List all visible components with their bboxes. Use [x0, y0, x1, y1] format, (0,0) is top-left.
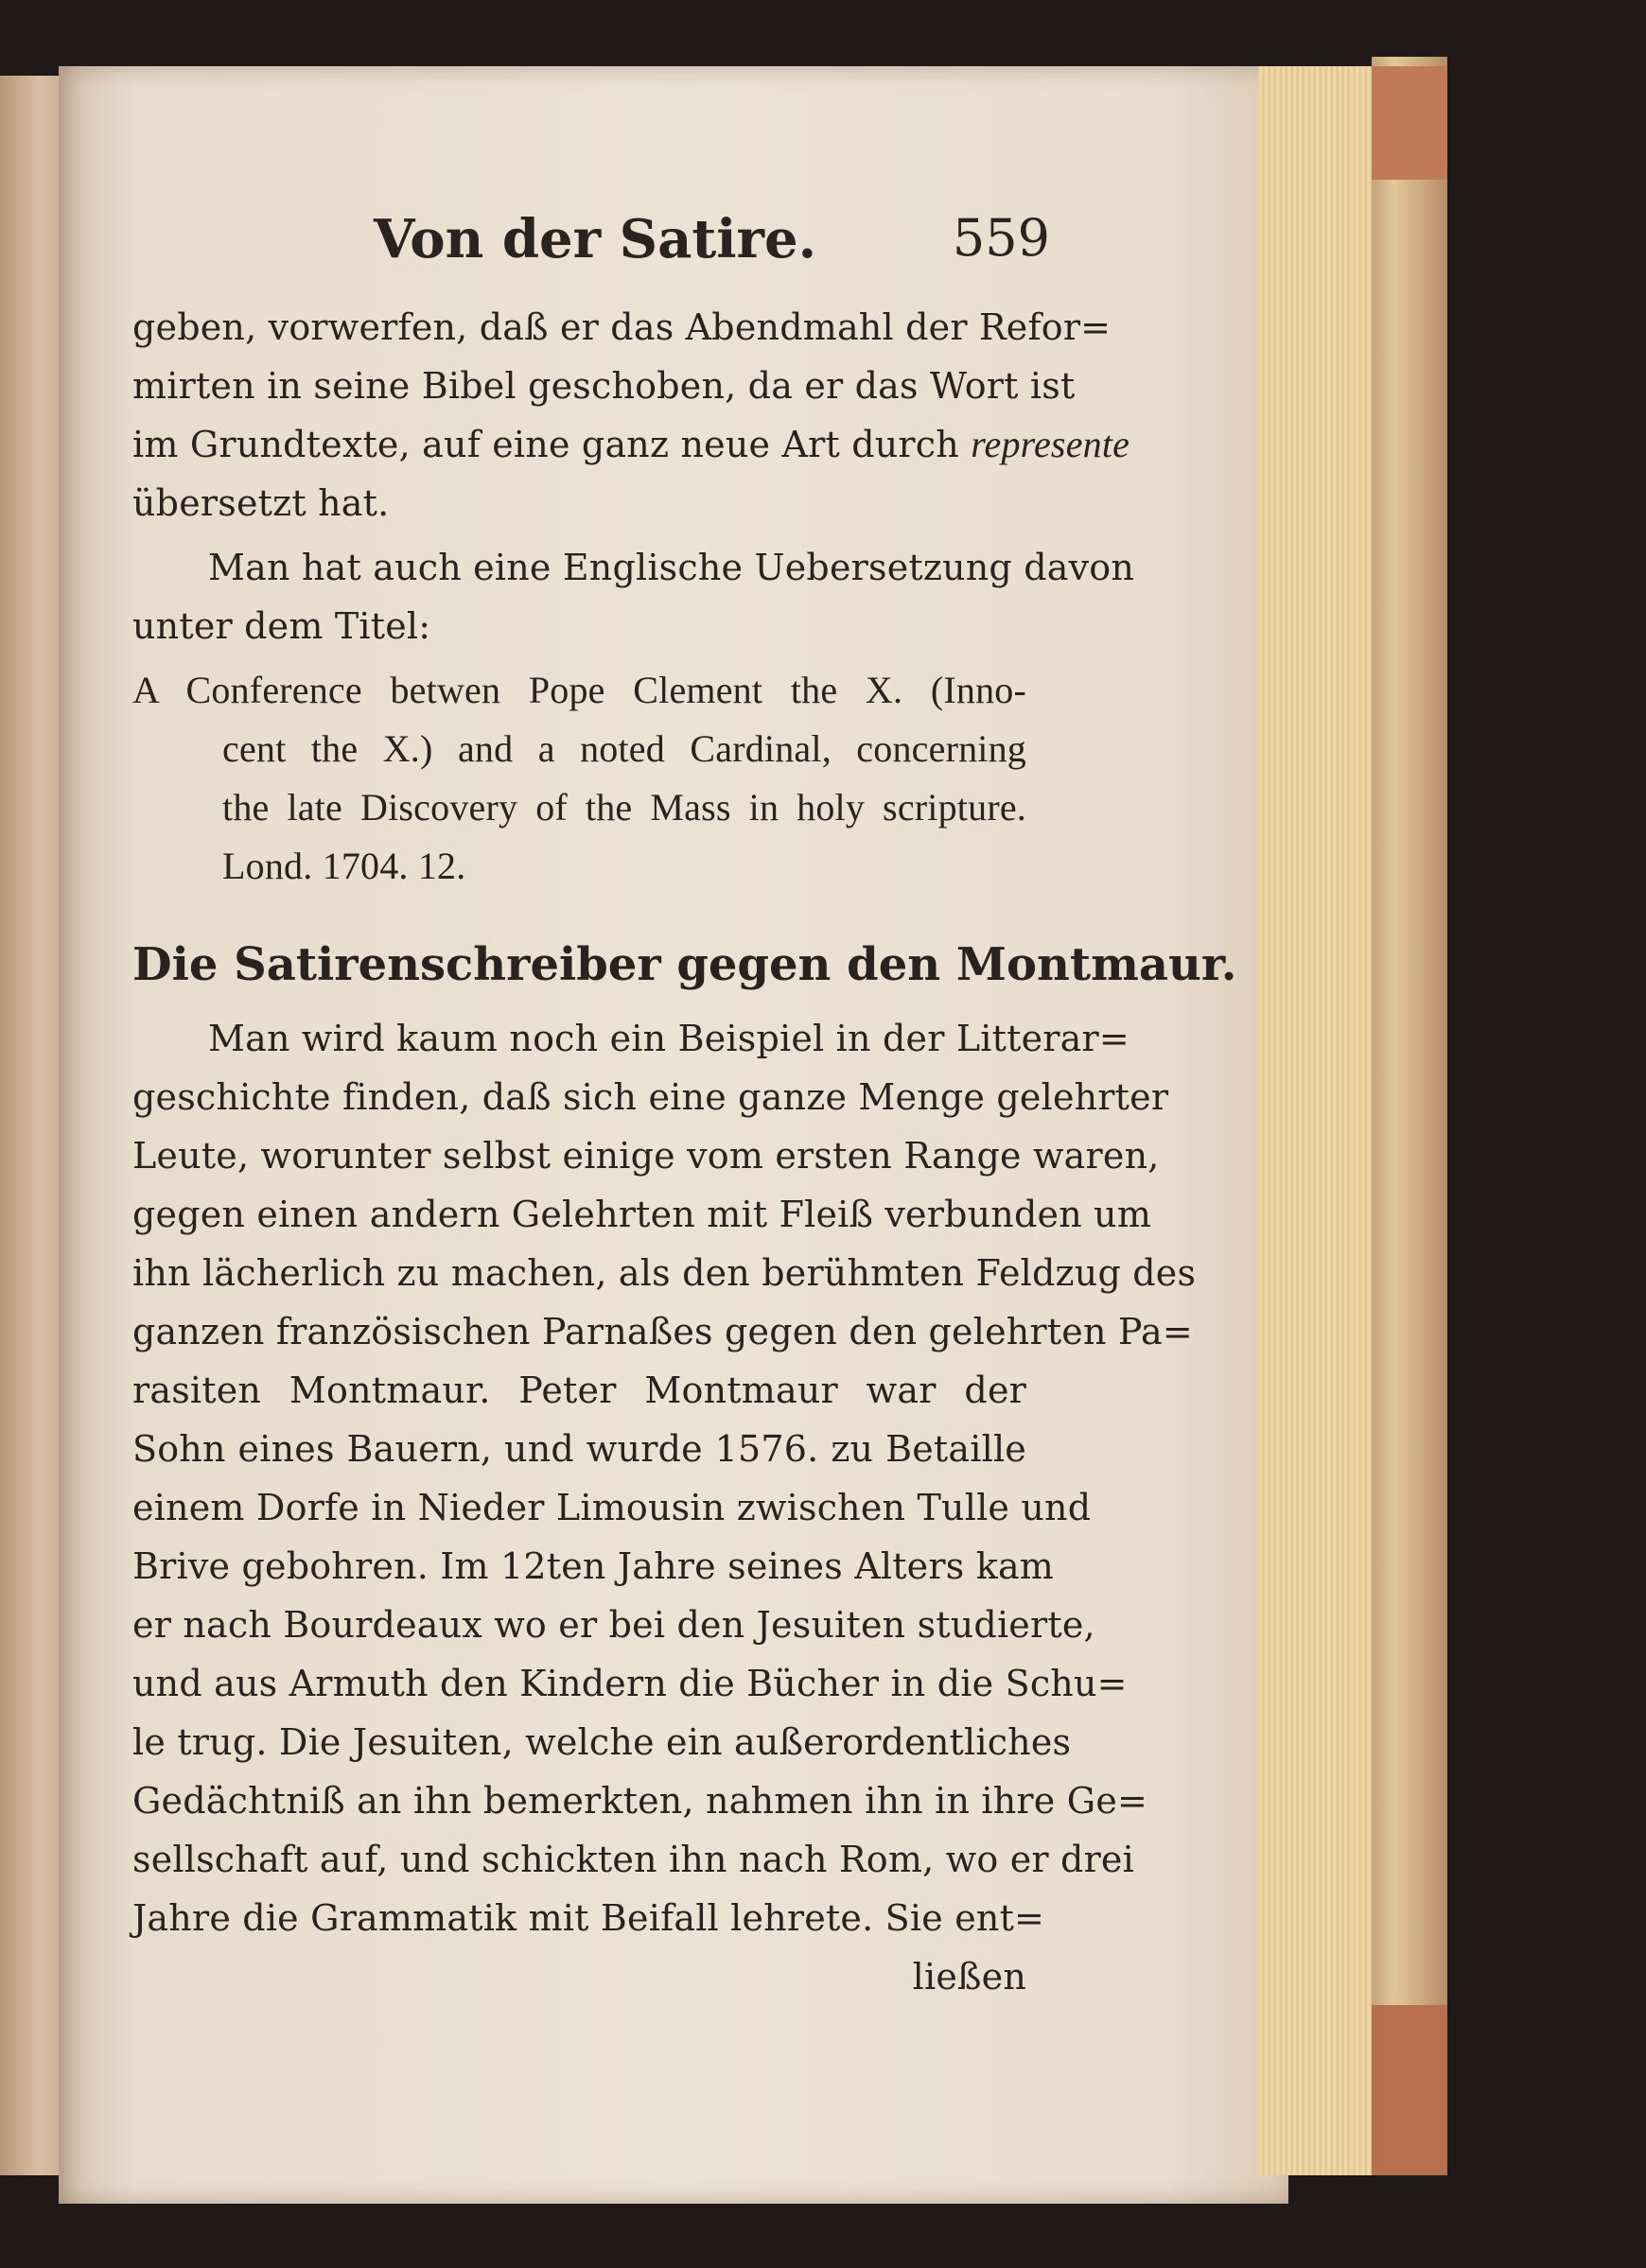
- paragraph-3: [132, 1009, 1197, 2006]
- text-line: geschichte finden, daß sich eine ganze Menge gelehrter: [132, 1076, 1169, 1118]
- catchword: ließen: [912, 1956, 1026, 1998]
- text-line: Jahre die Grammatik mit Beifall lehrete. Sie ent=: [132, 1897, 1045, 1939]
- text-line: Man wird kaum noch ein Beispiel in der Litterar=: [208, 1018, 1129, 1059]
- text-line: und aus Armuth den Kindern die Bücher in die Schu=: [132, 1663, 1128, 1704]
- text-line: mirten in seine Bibel geschoben, da er das Wort ist: [132, 365, 1076, 407]
- citation-line: Lond. 1704. 12.: [222, 845, 466, 887]
- paragraph-1: [132, 298, 1130, 532]
- citation-line: cent the X.) and a noted Cardinal, concerning: [222, 727, 1026, 770]
- text-line: Man hat auch eine Englische Uebersetzung davon: [208, 547, 1135, 588]
- text-line: Brive gebohren. Im 12ten Jahre seines Alters kam: [132, 1545, 1055, 1587]
- text-line: gegen einen andern Gelehrten mit Fleiß verbunden um: [132, 1194, 1152, 1235]
- book-citation: [132, 661, 1026, 896]
- text-line: le trug. Die Jesuiten, welche ein außerordentliches: [132, 1721, 1072, 1763]
- citation-line: A Conference betwen Pope Clement the X. (Inno-: [132, 669, 1026, 711]
- section-heading: Die Satirenschreiber gegen den Montmaur.: [132, 938, 1237, 991]
- text-line: ihn lächerlich zu machen, als den berühmten Feldzug des: [132, 1252, 1197, 1294]
- cover-bottom-corner: [1372, 2005, 1447, 2175]
- text-line: Leute, worunter selbst einige vom ersten Range waren,: [132, 1135, 1160, 1177]
- text-line: geben, vorwerfen, daß er das Abendmahl der Refor=: [132, 306, 1112, 348]
- book-cover-edge: [1372, 57, 1447, 2175]
- page-body: [132, 298, 1237, 2006]
- running-head-title: Von der Satire.: [374, 208, 817, 270]
- text-span: im Grundtexte, auf eine ganz neue Art durch: [132, 424, 959, 465]
- text-line: er nach Bourdeaux wo er bei den Jesuiten studierte,: [132, 1604, 1095, 1646]
- page-stack-edge: [1258, 66, 1384, 2175]
- running-head: [132, 208, 1078, 293]
- text-line: einem Dorfe in Nieder Limousin zwischen Tulle und: [132, 1487, 1092, 1528]
- text-line: Sohn eines Bauern, und wurde 1576. zu Betaille: [132, 1428, 1026, 1470]
- text-line: [132, 415, 1130, 474]
- text-line: übersetzt hat.: [132, 482, 390, 524]
- text-line: rasiten Montmaur. Peter Montmaur war der: [132, 1370, 1026, 1411]
- italic-term: represente: [971, 423, 1130, 465]
- text-line: ganzen französischen Parnaßes gegen den gelehrten Pa=: [132, 1311, 1193, 1352]
- cover-top-corner: [1372, 66, 1447, 180]
- text-line: Gedächtniß an ihn bemerkten, nahmen ihn in ihre Ge=: [132, 1780, 1148, 1822]
- text-line: unter dem Titel:: [132, 605, 431, 647]
- page-number: 559: [952, 208, 1050, 268]
- text-line: sellschaft auf, und schickten ihn nach Rom, wo er drei: [132, 1839, 1134, 1880]
- citation-line: the late Discovery of the Mass in holy scripture.: [222, 786, 1026, 829]
- paragraph-2: [132, 538, 1135, 655]
